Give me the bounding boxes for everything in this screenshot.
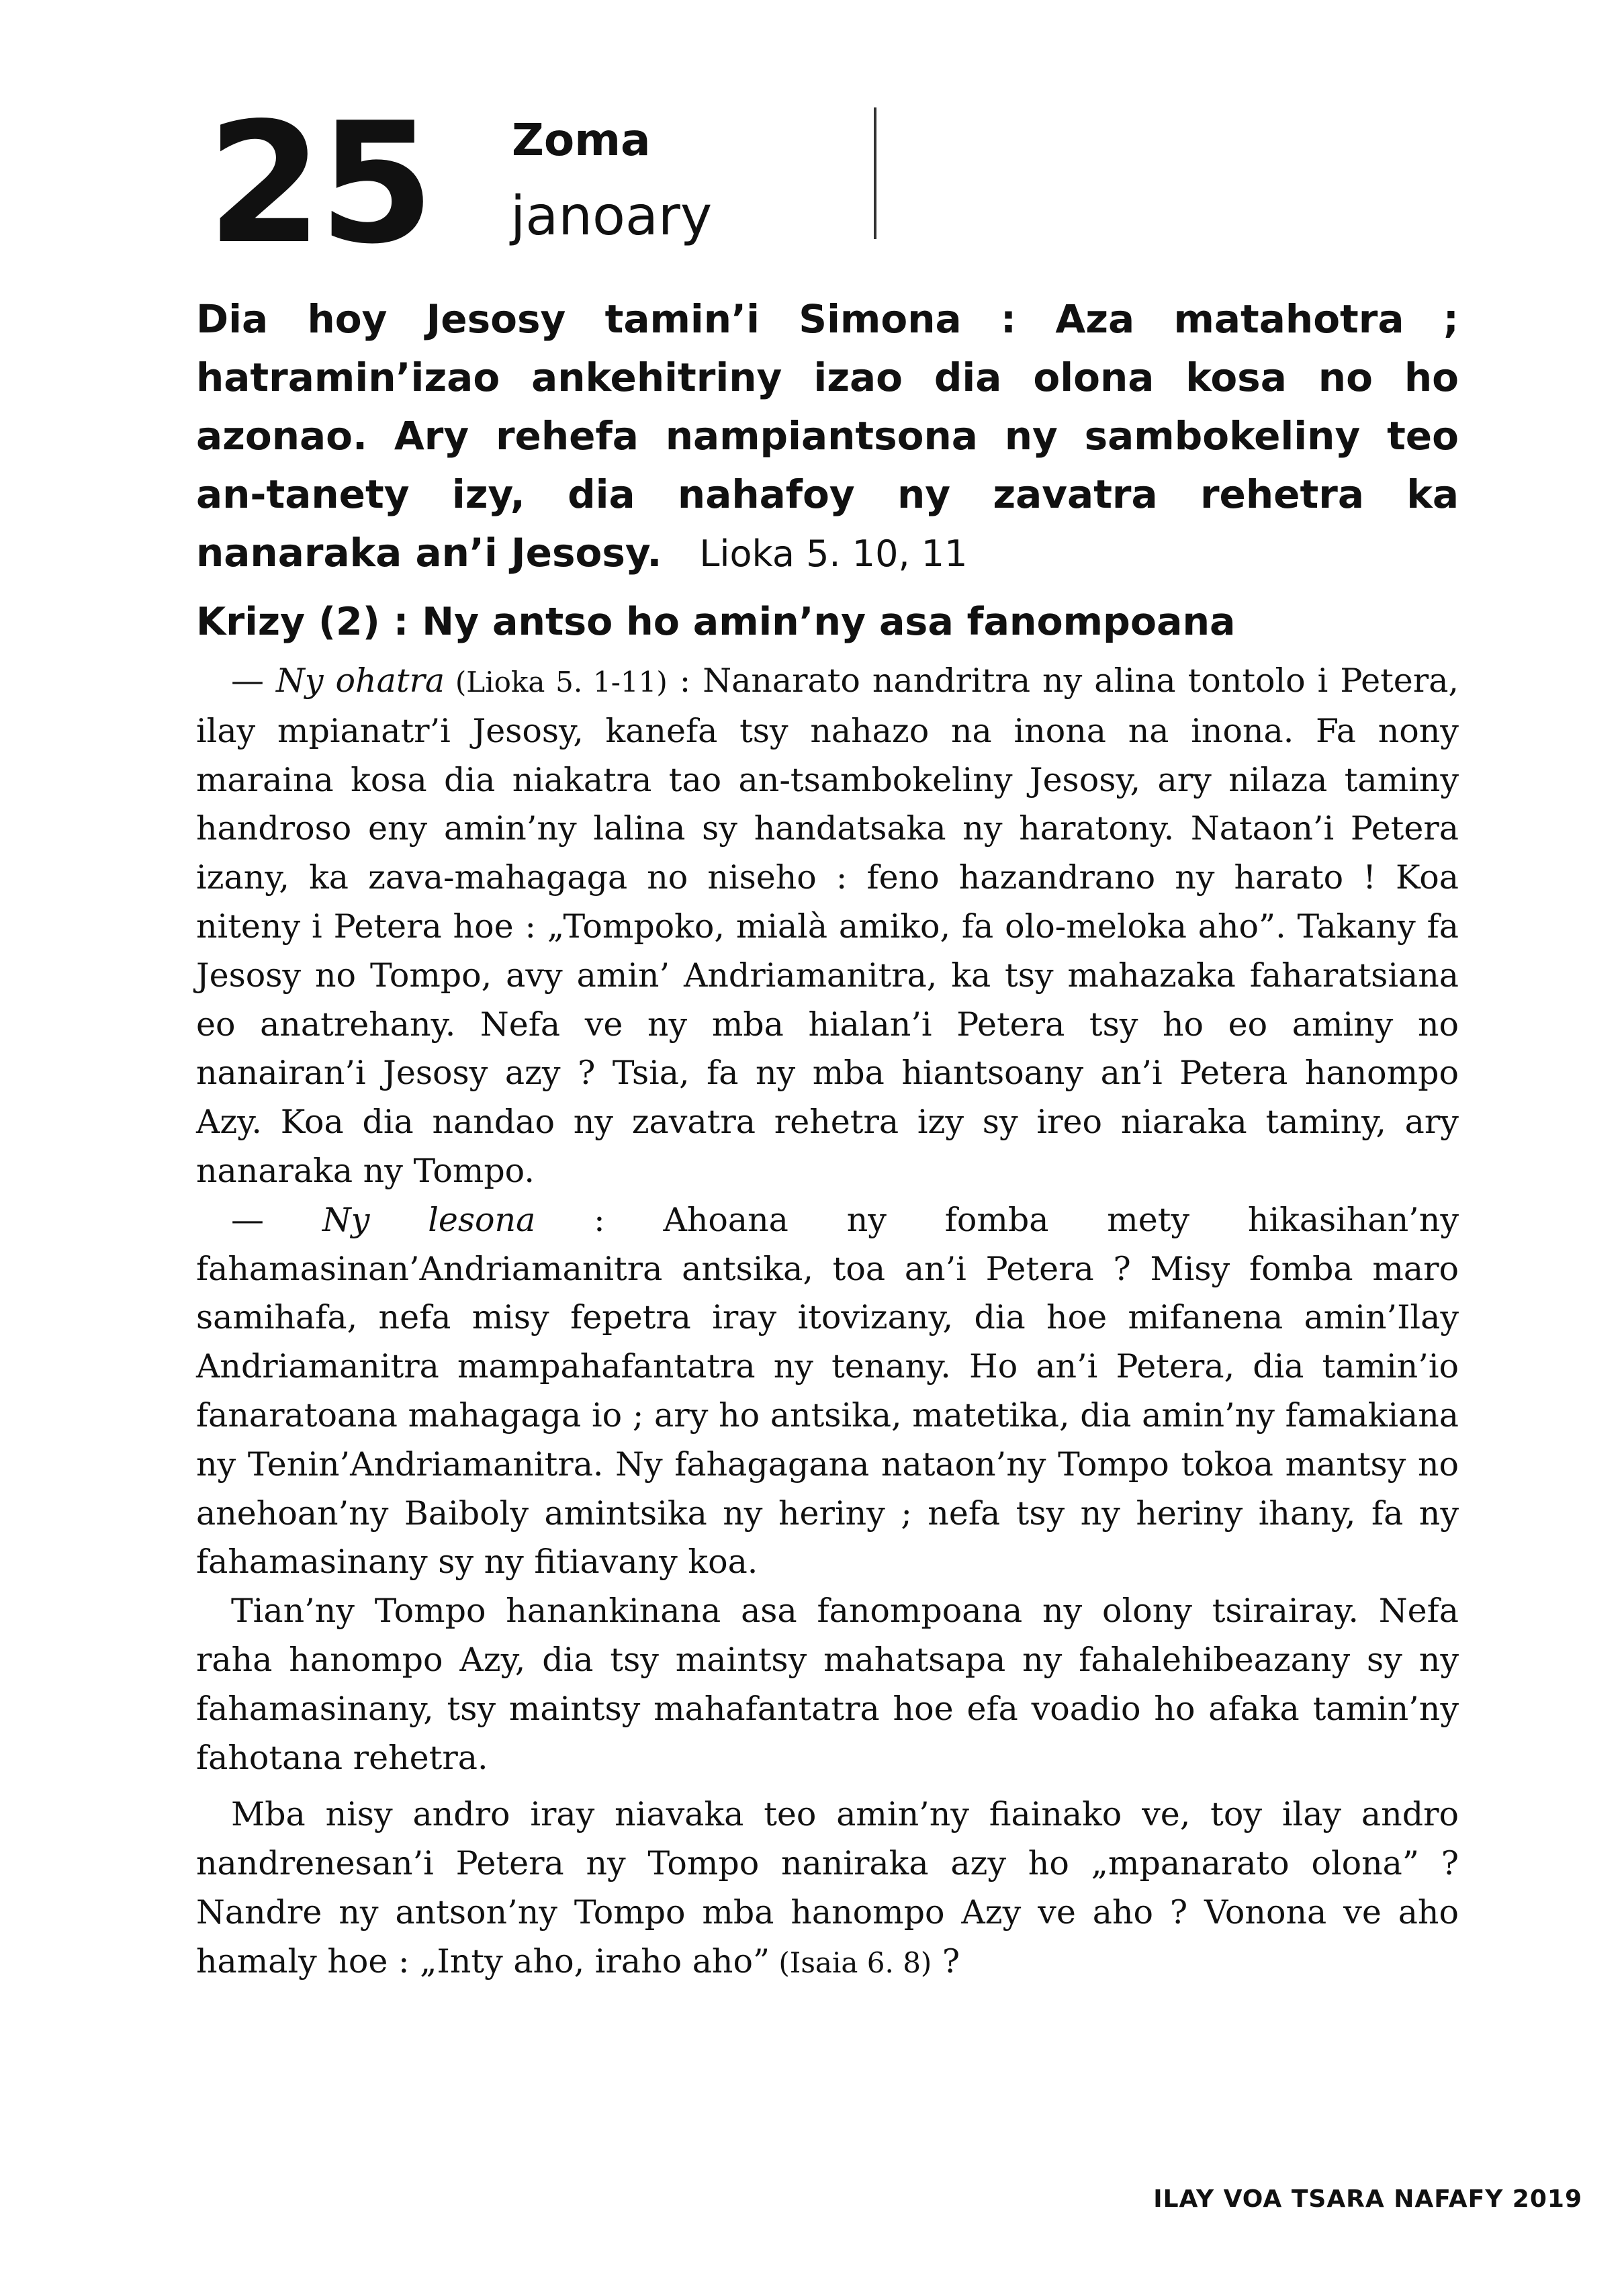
footer-title: ILAY VOA TSARA NAFAFY 2019 <box>1153 2185 1582 2213</box>
header-divider <box>874 107 876 239</box>
paragraph-dash: — <box>231 662 276 700</box>
scripture-reference: (Lioka 5. 1-11) <box>445 666 668 698</box>
body-text <box>196 657 1459 1988</box>
paragraph-lead: Ny lesona <box>322 1200 536 1239</box>
paragraph-example <box>196 657 1459 1196</box>
section-heading: Krizy (2) : Ny antso ho amin’ny asa fanompoana <box>196 600 1236 644</box>
verse-text: Dia hoy Jesosy tamin’i Simona : Aza matahotra ; hatramin’izao ankehitriny izao dia olona kosa no ho azonao. Ary rehefa nampiantsona ny sambokeliny teo an-tanety izy, dia nahafoy ny zavatra rehetra ka nanaraka an’i Jesosy. <box>196 296 1459 576</box>
verse-reference: Lioka 5. 10, 11 <box>699 533 968 575</box>
scripture-reference: (Isaia 6. 8) <box>770 1946 932 1979</box>
paragraph-question <box>196 1790 1459 1987</box>
verse-block <box>196 290 1459 583</box>
weekday-label: Zoma <box>512 114 651 166</box>
paragraph-text: : Ahoana ny fomba mety hikasihan’ny fahamasinan’Andriamanitra antsika, toa an’i Petera ? Misy fomba maro samihafa, nefa misy fepetra iray itovizany, dia hoe mifanena amin’Ilay Andriamanitra mampahafantatra ny tenany. Ho an’i Petera, dia tamin’io fanaratoana mahagaga io ; ary ho antsika, matetika, dia amin’ny famakiana ny Tenin’Andriamanitra. Ny fahagagana nataon’ny Tompo tokoa mantsy no anehoan’ny Baiboly amintsika ny heriny ; nefa tsy ny heriny ihany, fa ny fahamasinany sy ny fitiavany koa. <box>196 1200 1459 1582</box>
paragraph-dash: — <box>231 1200 322 1239</box>
paragraph-tail: ? <box>932 1942 960 1981</box>
paragraph-lesson <box>196 1196 1459 1587</box>
paragraph-lead: Ny ohatra <box>276 662 445 700</box>
paragraph-text: Mba nisy andro iray niavaka teo amin’ny fiainako ve, toy ilay andro nandrenesan’i Petera ny Tompo naniraka azy ho „mpanarato olona” ? Nandre ny antson’ny Tompo mba hanompo Azy ve aho ? Vonona ve aho hamaly hoe : „Inty aho, iraho aho” <box>196 1795 1459 1981</box>
month-label: janoary <box>510 185 713 247</box>
date-number: 25 <box>207 87 431 281</box>
paragraph-text: : Nanarato nandritra ny alina tontolo i Petera, ilay mpianatr’i Jesosy, kanefa tsy nahazo na inona na inona. Fa nony maraina kosa dia niakatra tao an-tsambokeliny Jesosy, ary nilaza taminy handroso eny amin’ny lalina sy handatsaka ny haratony. Nataon’i Petera izany, ka zava-mahagaga no niseho : feno hazandrano ny harato ! Koa niteny i Petera hoe : „Tompoko, mialà amiko, fa olo-meloka aho”. Takany fa Jesosy no Tompo, avy amin’ Andriamanitra, ka tsy mahazaka faharatsiana eo anatrehany. Nefa ve ny mba hialan’i Petera tsy ho eo aminy no nanairan’i Jesosy azy ? Tsia, fa ny mba hiantsoany an’i Petera hanompo Azy. Koa dia nandao ny zavatra rehetra izy sy ireo niaraka taminy, ary nanaraka ny Tompo. <box>196 662 1459 1190</box>
paragraph-text: Tian’ny Tompo hanankinana asa fanompoana ny olony tsirairay. Nefa raha hanompo Azy, dia tsy maintsy mahatsapa ny fahalehibeazany sy ny fahamasinany, tsy maintsy mahafantatra hoe efa voadio ho afaka tamin’ny fahotana rehetra. <box>196 1592 1459 1777</box>
paragraph-service <box>196 1587 1459 1782</box>
